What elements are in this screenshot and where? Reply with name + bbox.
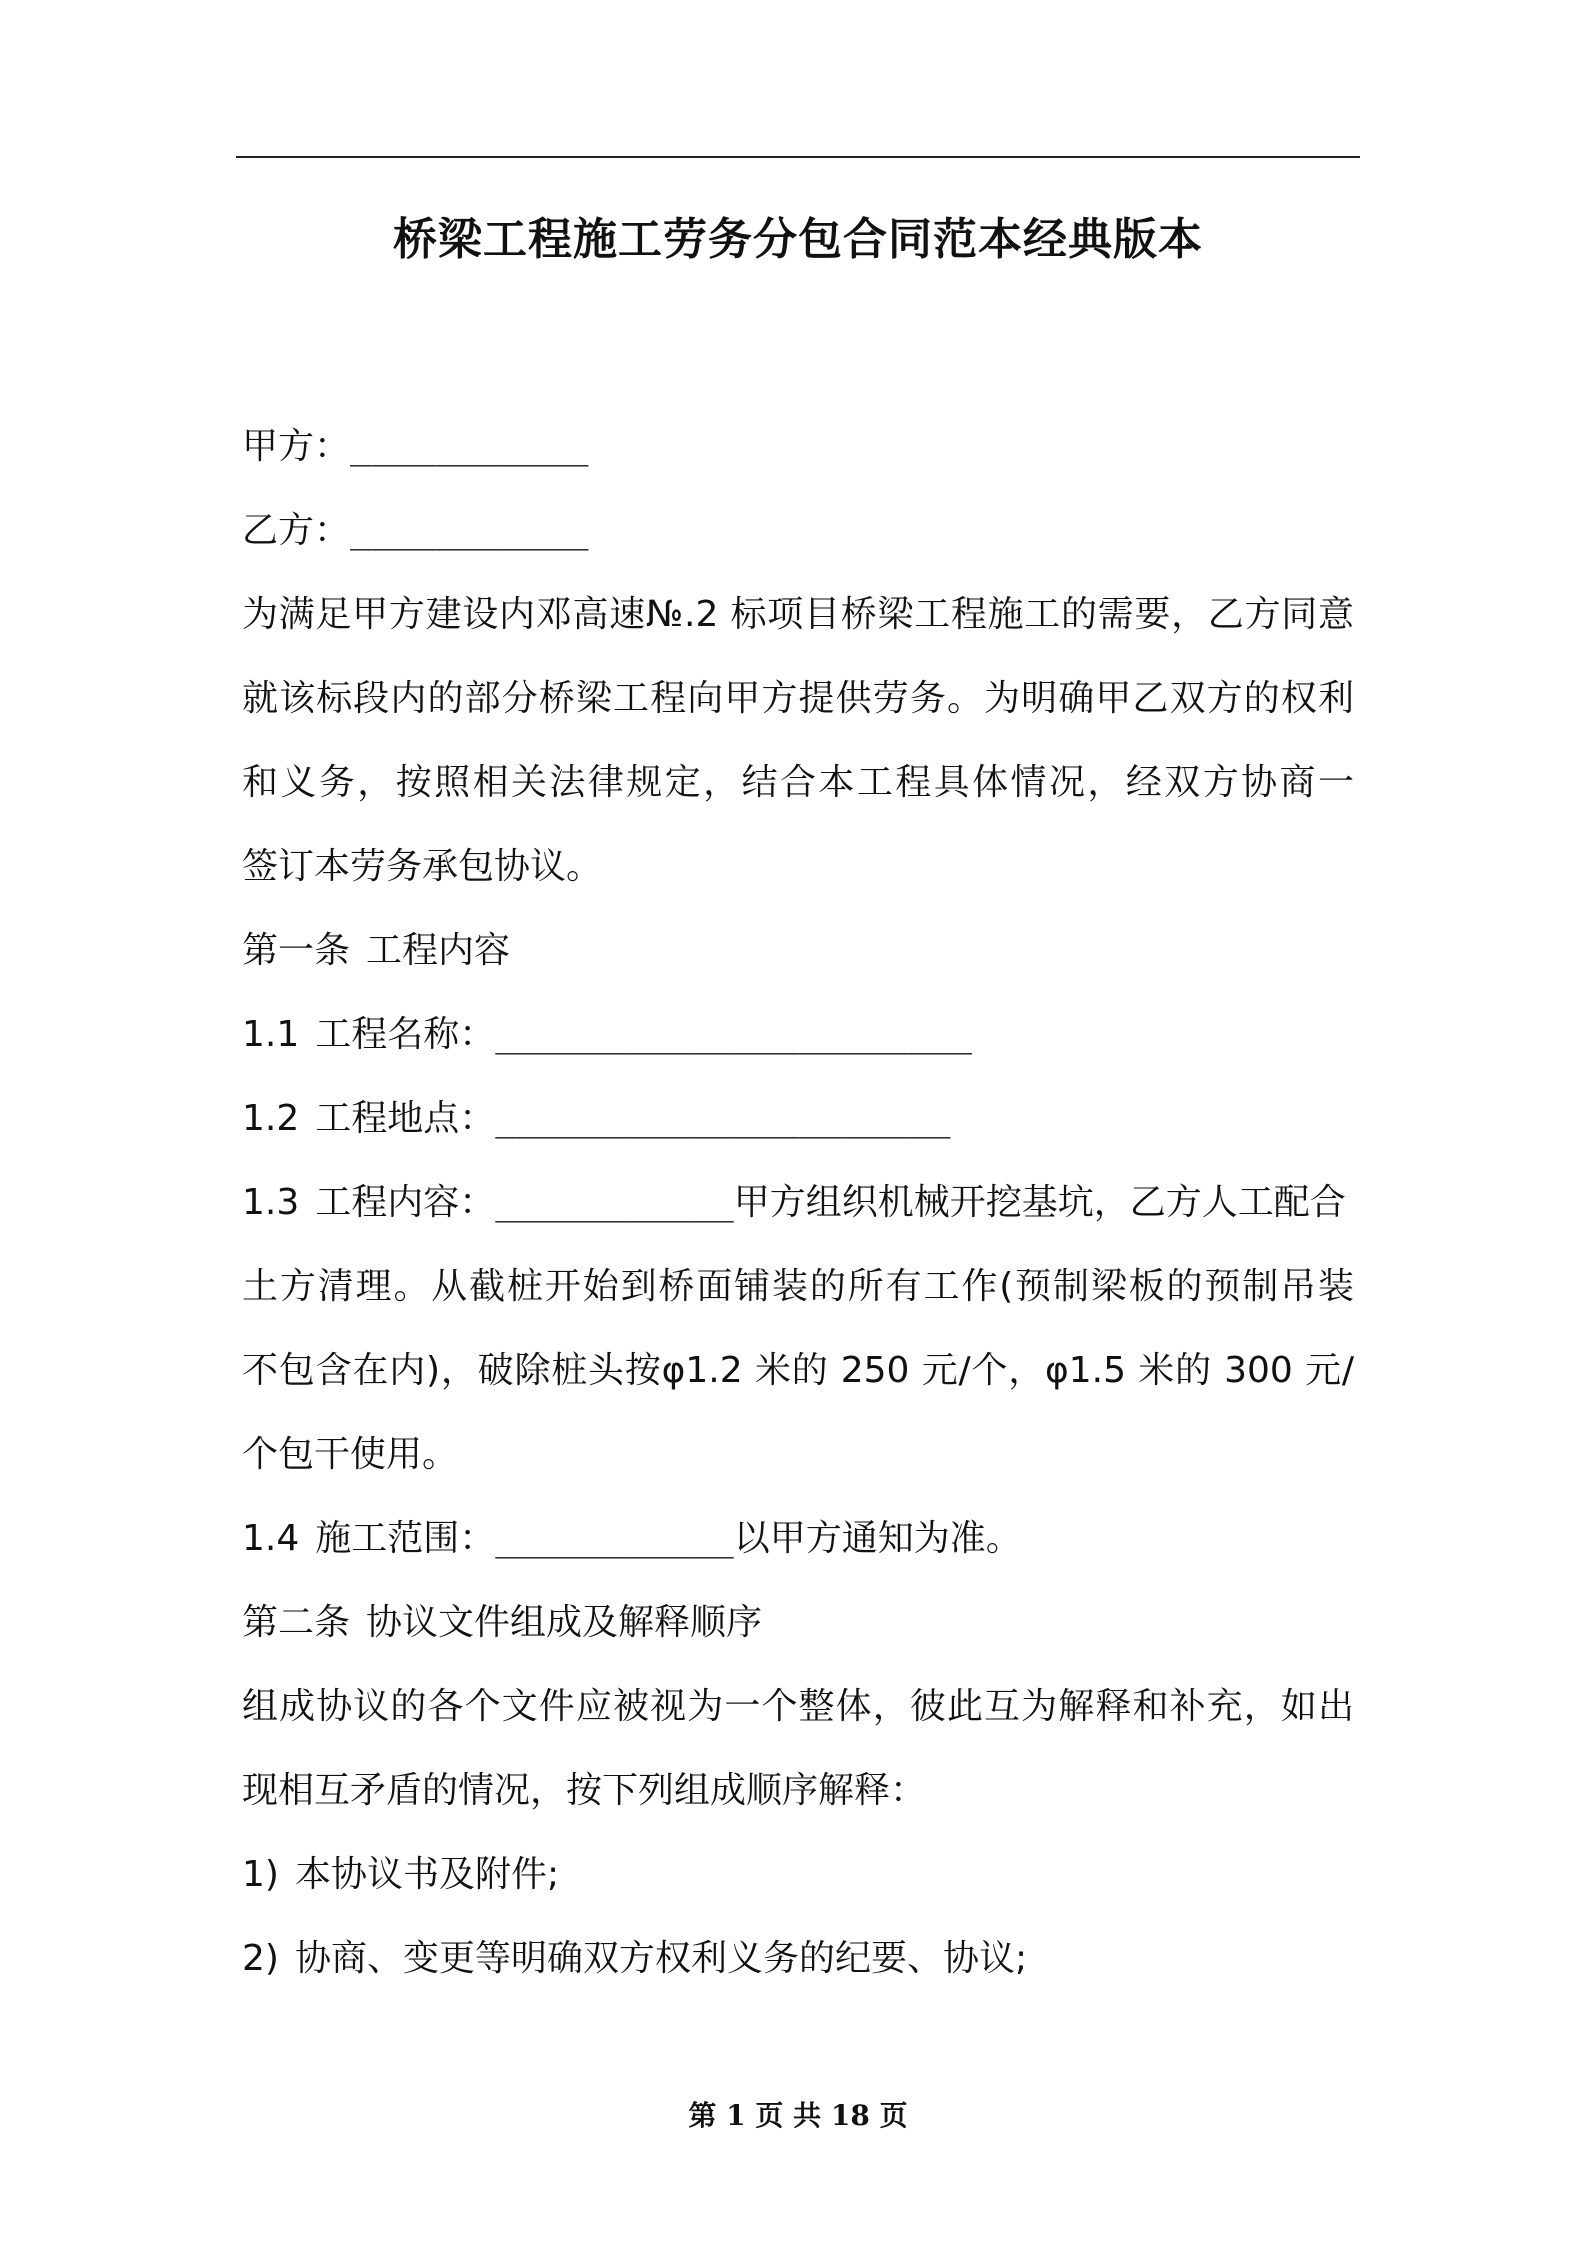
article2-heading: 第二条: [242, 1602, 351, 1643]
item-1-3-text: 甲方组织机械开挖基坑，乙方人工配合: [733, 1182, 1346, 1223]
list-item-1-text: 本协议书及附件;: [294, 1854, 560, 1895]
party-a-line: [242, 405, 1354, 489]
item-1-2-number: 1.2: [242, 1098, 300, 1139]
article2-line-2: 现相互矛盾的情况，按下列组成顺序解释：: [242, 1770, 927, 1811]
list-item-2-text: 协商、变更等明确双方权利义务的纪要、协议;: [294, 1938, 1028, 1979]
intro-line-2: 就该标段内的部分桥梁工程向甲方提供劳务。为明确甲乙双方的权利: [242, 678, 1354, 719]
party-b-line: [242, 489, 1354, 573]
item-1-1-number: 1.1: [242, 1014, 300, 1055]
party-b-label: 乙方：: [242, 510, 351, 551]
item-1-2-label: 工程地点：: [315, 1098, 496, 1139]
item-1-3-line-3: 不包含在内)，破除桩头按φ1.2 米的 250 元/个，φ1.5 米的 300 元/: [242, 1350, 1354, 1391]
list-item-1: [242, 1833, 1354, 1917]
item-1-4-text: 以甲方通知为准。: [733, 1518, 1022, 1559]
item-1-2-blank: _____________________: [495, 1098, 951, 1139]
item-1-4-label: 施工范围：: [315, 1518, 496, 1559]
item-1-4-blank: ___________: [495, 1518, 734, 1559]
intro-line-3: 和义务，按照相关法律规定，结合本工程具体情况，经双方协商一: [242, 762, 1354, 803]
article1-heading: 第一条: [242, 930, 351, 971]
page-footer: 第 1 页 共 18 页: [688, 2099, 908, 2132]
item-1-3-line-2: 土方清理。从截桩开始到桥面铺装的所有工作(预制梁板的预制吊装: [242, 1266, 1354, 1307]
item-1-1-line: [242, 993, 1354, 1077]
item-1-4-number: 1.4: [242, 1518, 300, 1559]
item-1-4-line: [242, 1497, 1354, 1581]
item-1-3-number: 1.3: [242, 1182, 300, 1223]
party-b-blank: ___________: [350, 510, 589, 551]
item-1-1-blank: ______________________: [495, 1014, 973, 1055]
article1-heading-line: [242, 909, 1354, 993]
item-1-3-label: 工程内容：: [315, 1182, 496, 1223]
item-1-3-line: [242, 1161, 1354, 1245]
item-1-1-label: 工程名称：: [315, 1014, 496, 1055]
article2-heading-line: [242, 1581, 1354, 1665]
list-item-2: [242, 1917, 1354, 2001]
item-1-2-line: [242, 1077, 1354, 1161]
list-item-2-number: 2): [242, 1938, 279, 1979]
party-a-blank: ___________: [350, 426, 589, 467]
document-body: [242, 405, 1354, 2001]
party-a-label: 甲方：: [242, 426, 351, 467]
article1-title: 工程内容: [366, 930, 511, 971]
article2-line-1: 组成协议的各个文件应被视为一个整体，彼此互为解释和补充，如出: [242, 1686, 1354, 1727]
item-1-3-line-4: 个包干使用。: [242, 1434, 459, 1475]
list-item-1-number: 1): [242, 1854, 279, 1895]
header-rule: [236, 156, 1360, 158]
intro-line-1: 为满足甲方建设内邓高速№.2 标项目桥梁工程施工的需要，乙方同意: [242, 594, 1354, 635]
item-1-3-blank: ___________: [495, 1182, 734, 1223]
intro-line-4: 签订本劳务承包协议。: [242, 846, 603, 887]
document-title: 桥梁工程施工劳务分包合同范本经典版本: [393, 214, 1203, 265]
article2-title: 协议文件组成及解释顺序: [366, 1602, 763, 1643]
